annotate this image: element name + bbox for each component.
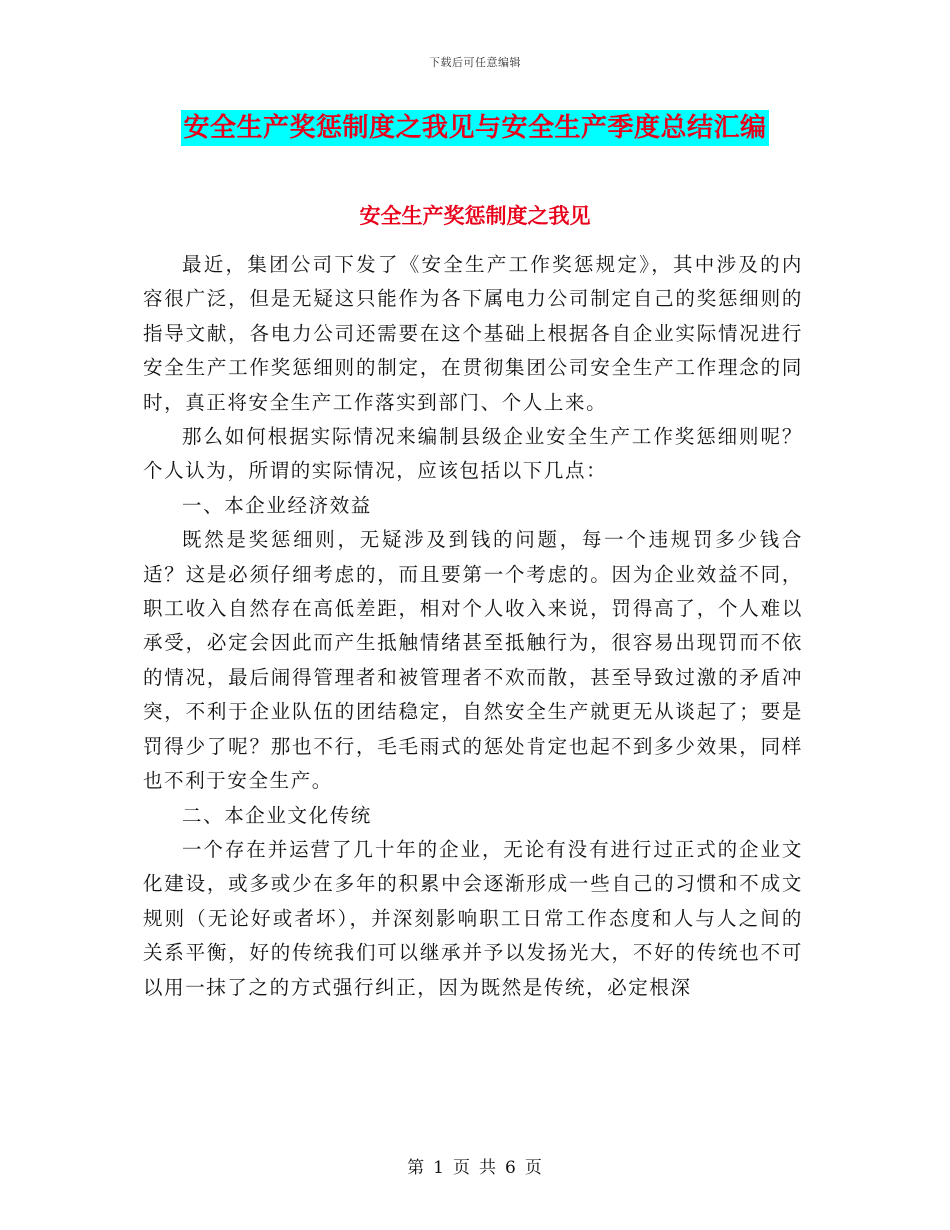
- heading-cultural-tradition: 二、本企业文化传统: [182, 803, 372, 827]
- footer-total-label: 共: [479, 1158, 497, 1178]
- document-title-container: [0, 110, 950, 146]
- paragraph-intro: 最近，集团公司下发了《安全生产工作奖惩规定》，其中涉及的内容很广泛，但是无疑这只能作为各下属电力公司制定自己的奖惩细则的指导文献，各电力公司还需要在这个基础上根据各自企业实际情况进行安全生产工作奖惩细则的制定，在贯彻集团公司安全生产工作理念的同时，真正将安全生产工作落实到部门、个人上来。: [143, 253, 803, 414]
- page-footer: [0, 1153, 950, 1178]
- footer-page-number: 1: [433, 1158, 445, 1178]
- document-title: 安全生产奖惩制度之我见与安全生产季度总结汇编: [181, 110, 768, 146]
- footer-page-mid: 页: [453, 1158, 471, 1178]
- paragraph-question: 那么如何根据实际情况来编制县级企业安全生产工作奖惩细则呢？个人认为，所谓的实际情况，应该包括以下几点：: [143, 425, 803, 483]
- document-body: [143, 248, 803, 1005]
- paragraph-cultural-tradition: 一个存在并运营了几十年的企业，无论有没有进行过正式的企业文化建设，或多或少在多年的积累中会逐渐形成一些自己的习惯和不成文规则（无论好或者坏），并深刻影响职工日常工作态度和人与人之间的关系平衡，好的传统我们可以继承并予以发扬光大，不好的传统也不可以用一抹了之的方式强行纠正，因为既然是传统，必定根深: [143, 837, 803, 999]
- header-note: 下载后可任意编辑: [429, 56, 521, 69]
- paragraph-economic-benefit: 既然是奖惩细则，无疑涉及到钱的问题，每一个违规罚多少钱合适？这是必须仔细考虑的，而且要第一个考虑的。因为企业效益不同，职工收入自然存在高低差距，相对个人收入来说，罚得高了，个人难以承受，必定会因此而产生抵触情绪甚至抵触行为，很容易出现罚而不依的情况，最后闹得管理者和被管理者不欢而散，甚至导致过激的矛盾冲突，不利于企业队伍的团结稳定，自然安全生产就更无从谈起了；要是罚得少了呢？那也不行，毛毛雨式的惩处肯定也起不到多少效果，同样也不利于安全生产。: [143, 528, 803, 793]
- section-title: 安全生产奖惩制度之我见: [359, 204, 591, 228]
- footer-page-prefix: 第: [407, 1158, 426, 1178]
- footer-total-pages: 6: [505, 1158, 517, 1178]
- footer-total-suffix: 页: [524, 1158, 543, 1178]
- heading-economic-benefit: 一、本企业经济效益: [182, 493, 372, 517]
